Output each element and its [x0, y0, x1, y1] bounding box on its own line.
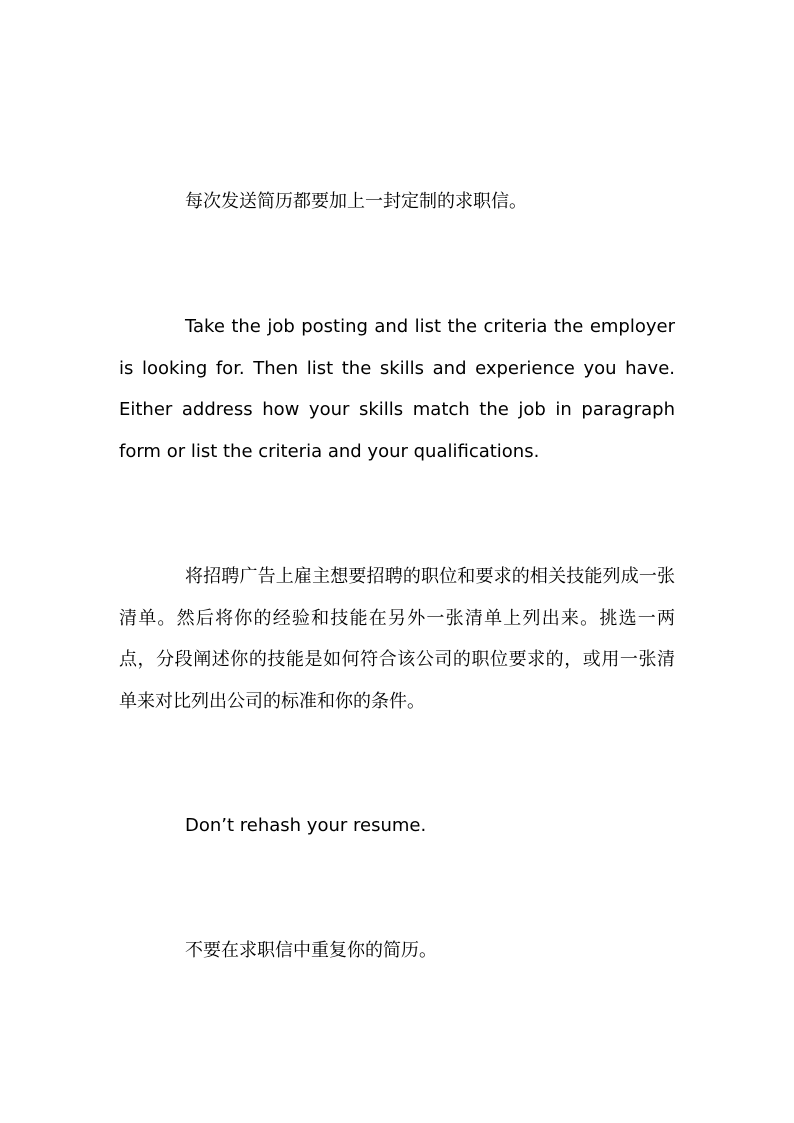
paragraph-rehash-zh: 不要在求职信中重复你的简历。	[185, 940, 437, 961]
paragraph-rehash-en: Don’t rehash your resume.	[185, 815, 427, 836]
paragraph-cover-letter-zh: 每次发送简历都要加上一封定制的求职信。	[185, 191, 527, 212]
paragraph-job-posting-en: Take the job posting and list the criteria the employer is looking for. Then list the skills and experience you have. Either address how your skills match the job in paragraph form or list the criteria and your qualifications.	[119, 316, 675, 462]
paragraph-job-posting-zh: 将招聘广告上雇主想要招聘的职位和要求的相关技能列成一张清单。然后将你的经验和技能在另外一张清单上列出来。挑选一两点，分段阐述你的技能是如何符合该公司的职位要求的，或用一张清单来对比列出公司的标准和你的条件。	[119, 566, 675, 712]
